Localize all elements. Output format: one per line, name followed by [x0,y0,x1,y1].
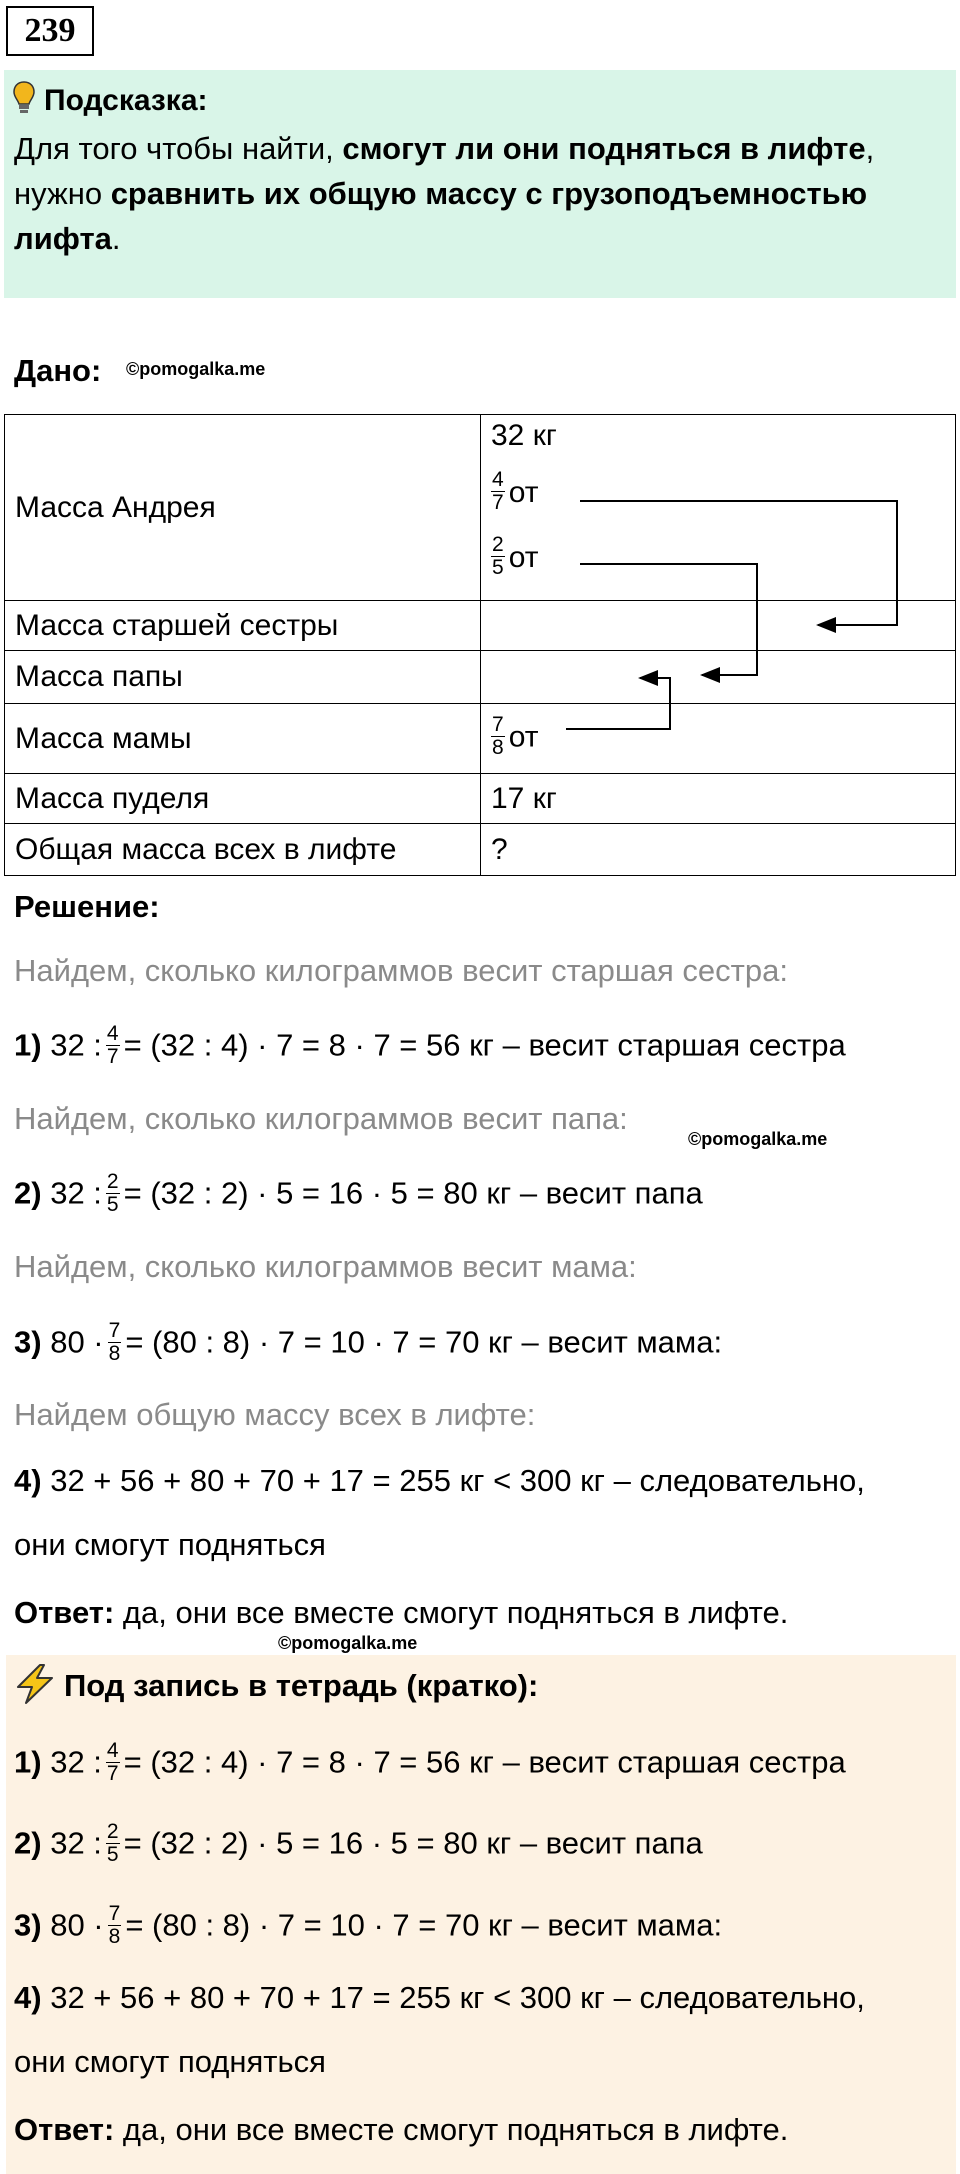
solution-hint-3: Найдем, сколько килограммов весит мама: [14,1249,637,1284]
row-label-sister: Масса старшей сестры [5,601,481,651]
row-label-poodle: Масса пуделя [5,774,481,824]
notebook-step-4-cont: они смогут подняться [14,2044,326,2079]
hint-title-text: Подсказка: [44,84,208,117]
row-value-total: ? [481,824,956,876]
solution-hint-2: Найдем, сколько килограммов весит папа: [14,1101,628,1136]
notebook-title [14,1664,538,1713]
notebook-step-1: 1) 32 : $\frac{4}{7}$ = (32 : 4) · 7 = 8 · 7 = 56 кг – весит старшая сестра [14,1739,846,1785]
papa-fraction: $\frac{2}{5}$ от [492,533,539,580]
notebook-title-text: Под запись в тетрадь (кратко): [64,1668,539,1703]
hint-text-2: смогут ли они подняться в лифте [342,131,866,166]
arrow-mama [566,678,670,729]
watermark: ©pomogalka.me [688,1129,828,1149]
andrey-mass: 32 кг [491,418,557,452]
notebook-step-4: 4) 32 + 56 + 80 + 70 + 17 = 255 кг < 300 кг – следовательно, [14,1980,865,2015]
notebook-step-2: 2) 32 : $\frac{2}{5}$ = (32 : 2) · 5 = 16 · 5 = 80 кг – весит папа [14,1820,703,1866]
problem-number: 239 [6,6,94,56]
notebook-answer: Ответ: да, они все вместе смогут подняться в лифте. [14,2112,789,2147]
solution-step-1: 1) 32 : $\frac{4}{7}$ = (32 : 4) · 7 = 8 · 7 = 56 кг – весит старшая сестра [14,1022,846,1068]
solution-step-2: 2) 32 : $\frac{2}{5}$ = (32 : 2) · 5 = 16 · 5 = 80 кг – весит папа [14,1170,703,1216]
notebook-step-3: 3) 80 · $\frac{7}{8}$ = (80 : 8) · 7 = 10 · 7 = 70 кг – весит мама: [14,1902,723,1948]
solution-hint-4: Найдем общую массу всех в лифте: [14,1397,536,1432]
row-value-mama: $\frac{7}{8}$ от [481,704,956,774]
row-label-andrey: Масса Андрея [5,415,481,601]
solution-step-4-cont: они смогут подняться [14,1527,326,1562]
given-label: Дано: [14,353,102,388]
hint-text-3: , нужно [14,131,875,211]
row-label-total: Общая масса всех в лифте [5,824,481,876]
row-label-papa: Масса папы [5,651,481,704]
solution-step-4: 4) 32 + 56 + 80 + 70 + 17 = 255 кг < 300 кг – следовательно, [14,1463,865,1498]
row-label-mama: Масса мамы [5,704,481,774]
watermark: ©pomogalka.me [278,1633,418,1653]
answer: Ответ: да, они все вместе смогут подняться в лифте. [14,1595,789,1630]
solution-hint-1: Найдем, сколько килограммов весит старшая сестра: [14,953,788,988]
sister-fraction: $\frac{4}{7}$ от [492,468,539,515]
hint-text-4: сравнить их общую массу с грузоподъемностью лифта [14,176,868,256]
hint-text-1: Для того чтобы найти, [14,131,343,166]
arrow-papa [580,564,757,675]
hint-text-5: . [111,221,121,256]
watermark: ©pomogalka.me [126,359,266,379]
solution-title: Решение: [14,889,160,924]
solution-step-3: 3) 80 · $\frac{7}{8}$ = (80 : 8) · 7 = 10 · 7 = 70 кг – весит мама: [14,1319,723,1365]
lightning-icon [14,1664,56,1713]
row-value-poodle: 17 кг [481,774,956,824]
